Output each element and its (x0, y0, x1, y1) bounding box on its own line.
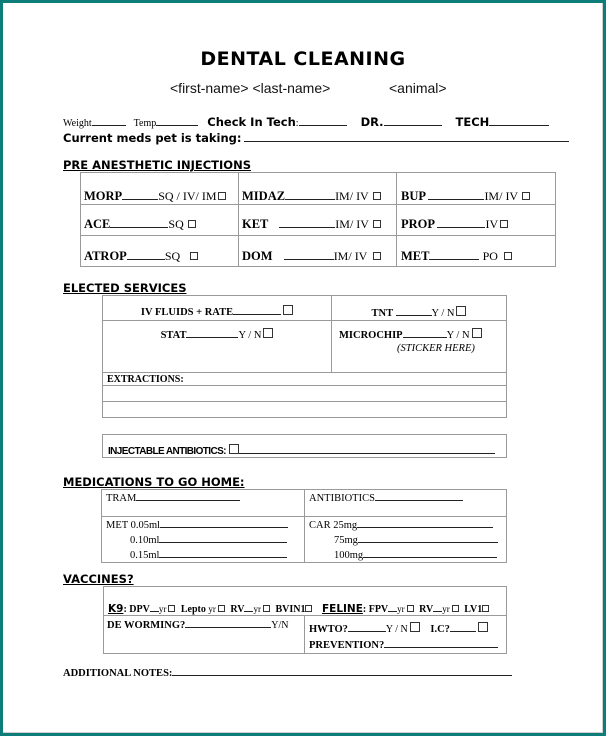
checkbox[interactable] (373, 252, 381, 260)
tnt-yn-label: Y / N (431, 308, 455, 319)
current-meds-label: Current meds pet is taking: (63, 131, 242, 145)
drug-label: BUP (401, 189, 426, 203)
checkbox[interactable] (522, 192, 530, 200)
deworming-cell (104, 616, 305, 654)
medications-home-heading: MEDICATIONS TO GO HOME: (63, 475, 245, 489)
met-dose-3: 0.15ml (130, 550, 160, 561)
met-cell (102, 517, 305, 563)
tnt-label: TNT (371, 308, 393, 319)
k9-lepto: Lepto (180, 604, 206, 615)
extractions-line-2[interactable] (103, 402, 507, 418)
k9-dpv: DPV (129, 604, 150, 615)
dose-field[interactable] (127, 249, 165, 260)
dose-field[interactable] (437, 217, 485, 228)
vaccine-row: K9: DPV yr Lepto yr RV yr BVIN1 FELINE: FPV yr RV yr LV1 (104, 587, 507, 616)
ic-checkbox[interactable] (478, 622, 488, 632)
injection-cell-morp (81, 173, 239, 205)
stat-checkbox[interactable] (263, 328, 273, 338)
tram-cell (102, 490, 305, 517)
car-dose-1: 25mg (333, 520, 358, 531)
antibiotics-label: ANTIBIOTICS (309, 493, 375, 504)
hwto-yn: Y / N (385, 624, 408, 635)
injection-cell-met (397, 236, 556, 267)
drug-label: PROP (401, 217, 435, 231)
drug-label: ATROP (84, 249, 127, 263)
stat-yn-label: Y / N (238, 330, 262, 341)
iv-fluids-label: IV FLUIDS + RATE (140, 307, 234, 318)
extractions-line-1[interactable] (103, 386, 507, 402)
temp-field[interactable] (156, 115, 198, 126)
drug-label: MORP (84, 189, 123, 203)
injectable-antibiotics-checkbox[interactable] (229, 444, 239, 454)
k9-lepto-checkbox[interactable] (218, 605, 225, 612)
dose-field[interactable] (279, 217, 335, 228)
iv-fluids-cell (103, 296, 332, 321)
extractions-label: EXTRACTIONS: (107, 374, 184, 385)
checkbox[interactable] (190, 252, 198, 260)
hwto-cell (305, 616, 507, 654)
checkbox[interactable] (504, 252, 512, 260)
antibiotics-field[interactable] (375, 490, 463, 501)
weight-label: Weight (63, 118, 92, 129)
dr-label: DR. (360, 115, 384, 129)
dose-field[interactable] (110, 217, 168, 228)
additional-notes-label: ADDITIONAL NOTES: (63, 668, 173, 679)
checkbox[interactable] (188, 220, 196, 228)
check-in-tech-label: Check In Tech (207, 115, 296, 129)
dose-field[interactable] (284, 249, 334, 260)
elected-services-table (102, 295, 507, 418)
route-label: SQ (168, 217, 184, 231)
dose-field[interactable] (285, 189, 335, 200)
iv-fluids-rate-field[interactable] (233, 304, 281, 315)
feline-label: FELINE (321, 603, 363, 615)
check-in-tech-colon: : (295, 118, 299, 129)
car-dose-2: 75mg (334, 535, 358, 546)
current-meds-field[interactable] (244, 131, 569, 142)
weight-field[interactable] (92, 115, 126, 126)
pre-anesthetic-heading: PRE ANESTHETIC INJECTIONS (63, 158, 251, 172)
additional-notes-row (63, 663, 512, 681)
injection-cell-midaz (239, 173, 397, 205)
injectable-antibiotics-field[interactable] (239, 443, 495, 454)
page-title: DENTAL CLEANING (200, 48, 406, 70)
car-dose-2-field[interactable] (358, 532, 498, 543)
injectable-antibiotics-label: INJECTABLE ANTIBIOTICS: (108, 446, 226, 457)
tram-field[interactable] (136, 490, 240, 501)
hwto-field[interactable] (348, 621, 386, 632)
tech-field[interactable] (489, 115, 549, 126)
vaccines-table (103, 586, 507, 654)
check-in-tech-field[interactable] (299, 115, 347, 126)
car-cell (305, 517, 507, 563)
route-label: SQ (164, 249, 181, 263)
vaccines-heading: VACCINES? (63, 572, 134, 586)
yr-label: yr (158, 604, 167, 614)
car-label: CAR (309, 520, 331, 531)
yr-label: yr (397, 604, 405, 614)
injection-cell-bup (397, 173, 556, 205)
elected-services-heading: ELECTED SERVICES (63, 281, 187, 295)
stat-label: STAT (160, 330, 187, 341)
injection-cell-atrop (81, 236, 239, 267)
stat-field[interactable] (186, 327, 238, 338)
dose-field[interactable] (122, 189, 158, 200)
prevention-field[interactable] (384, 637, 498, 648)
route-label: IM/ IV (335, 189, 369, 203)
feline-rv-checkbox[interactable] (452, 605, 459, 612)
intake-row (63, 113, 549, 127)
met-dose-2: 0.10ml (130, 535, 160, 546)
route-label: IM/ IV (484, 189, 519, 203)
drug-label: MET (401, 249, 430, 263)
k9-label: K9 (108, 603, 124, 615)
injection-cell-dom (239, 236, 397, 267)
current-meds-row (63, 129, 569, 147)
microchip-field[interactable] (403, 327, 447, 338)
yr-label: yr (208, 604, 216, 614)
extractions-label-cell (103, 373, 507, 386)
animal-placeholder: <animal> (389, 80, 447, 96)
microchip-label: MICROCHIP (339, 330, 403, 341)
drug-label: KET (242, 217, 269, 231)
met-dose-3-field[interactable] (159, 547, 287, 558)
drug-label: DOM (242, 249, 273, 263)
dose-field[interactable] (429, 249, 479, 260)
microchip-yn-label: Y / N (446, 330, 470, 341)
checkbox[interactable] (218, 192, 226, 200)
car-dose-3: 100mg (334, 550, 364, 561)
tram-label: TRAM (106, 493, 137, 504)
prevention-label: PREVENTION? (309, 640, 385, 651)
medications-home-table (101, 489, 507, 563)
feline-fpv: FPV (368, 604, 389, 615)
tnt-field[interactable] (396, 305, 432, 316)
k9-rv-checkbox[interactable] (263, 605, 270, 612)
route-label: IM/ IV (333, 249, 368, 263)
k9-rv: RV (230, 604, 245, 615)
tech-label: TECH (455, 115, 490, 129)
microchip-cell (332, 321, 507, 373)
drug-label: MIDAZ (242, 189, 286, 203)
met-dose-2-field[interactable] (159, 532, 287, 543)
injectable-antibiotics-box (102, 434, 507, 458)
route-label: IV (485, 217, 499, 231)
injection-cell-ace (81, 205, 239, 236)
feline-lv1-checkbox[interactable] (482, 605, 489, 612)
feline-lv1: LV1 (464, 604, 483, 615)
checkbox[interactable] (500, 220, 508, 228)
route-label: IM/ IV (335, 217, 369, 231)
stat-cell (103, 321, 332, 373)
pre-anesthetic-table (80, 172, 556, 267)
k9-dpv-checkbox[interactable] (168, 605, 175, 612)
yr-label: yr (253, 604, 261, 614)
tnt-cell (332, 296, 507, 321)
feline-rv: RV (419, 604, 434, 615)
feline-fpv-checkbox[interactable] (407, 605, 414, 612)
yr-label: yr (442, 604, 450, 614)
met-dose-1: 0.05ml (130, 520, 161, 531)
injection-cell-prop (397, 205, 556, 236)
tnt-checkbox[interactable] (456, 306, 466, 316)
dose-field[interactable] (428, 189, 484, 200)
checkbox[interactable] (373, 220, 381, 228)
hwto-label: HWTO? (309, 624, 348, 635)
drug-label: ACE (84, 217, 111, 231)
temp-label: Temp (133, 118, 157, 129)
k9-bvin1: BVIN1 (275, 604, 306, 615)
deworming-field[interactable] (185, 617, 271, 628)
checkbox[interactable] (373, 192, 381, 200)
ic-field[interactable] (450, 621, 476, 632)
injection-cell-ket (239, 205, 397, 236)
met-label: MET (106, 520, 128, 531)
car-dose-1-field[interactable] (357, 517, 493, 528)
sticker-note: (STICKER HERE) (397, 343, 475, 354)
additional-notes-field[interactable] (172, 665, 512, 676)
deworming-yn: Y/N (271, 620, 289, 631)
hwto-checkbox[interactable] (410, 622, 420, 632)
microchip-checkbox[interactable] (472, 328, 482, 338)
ic-label: I.C? (430, 624, 450, 635)
antibiotics-cell (305, 490, 507, 517)
route-label: SQ / IV/ IM (158, 189, 217, 203)
patient-name-placeholder: <first-name> <last-name> (170, 80, 331, 96)
k9-bvin1-checkbox[interactable] (305, 605, 312, 612)
dr-field[interactable] (384, 115, 442, 126)
deworming-label: DE WORMING? (107, 620, 186, 631)
iv-fluids-checkbox[interactable] (283, 305, 293, 315)
met-dose-1-field[interactable] (160, 517, 288, 528)
route-label: PO (482, 249, 498, 263)
car-dose-3-field[interactable] (363, 547, 497, 558)
